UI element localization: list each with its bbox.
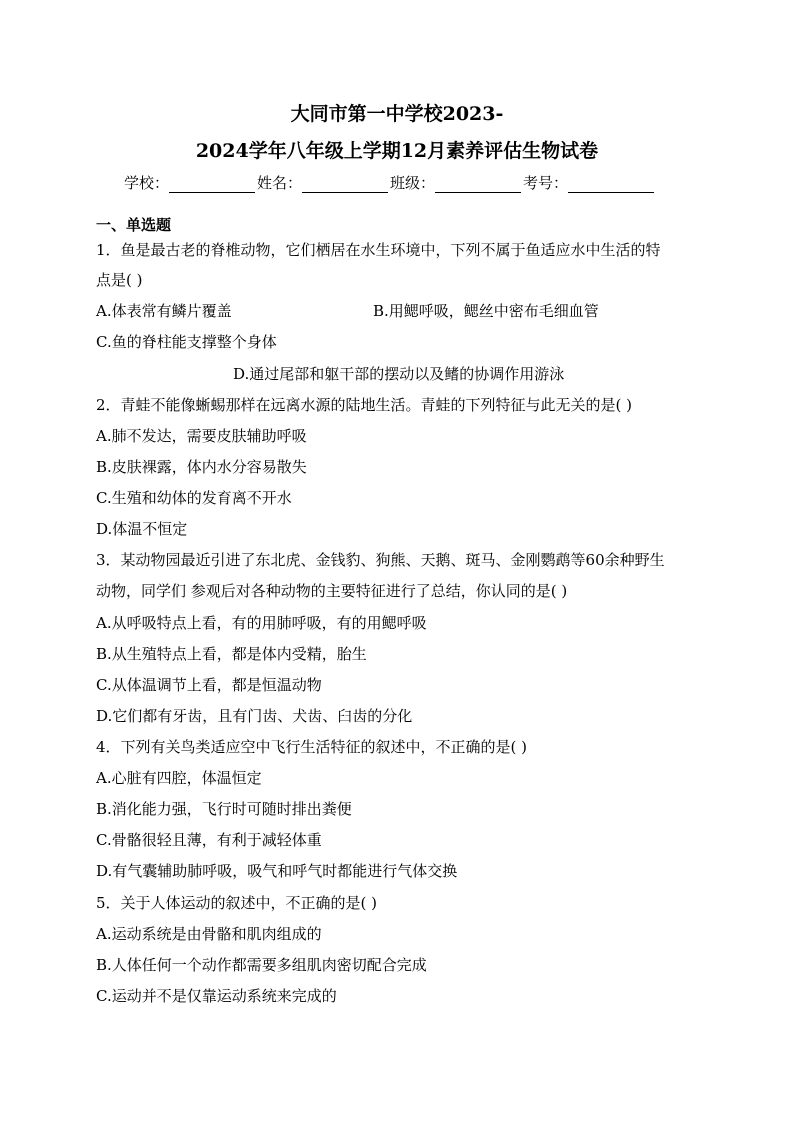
question-5-stem: 5．关于人体运动的叙述中，不正确的是( ) [96, 894, 378, 912]
school-label: 学校： [124, 174, 170, 192]
class-field [390, 173, 523, 193]
question-4-stem: 4．下列有关鸟类适应空中飞行生活特征的叙述中，不正确的是( ) [96, 738, 528, 756]
exam-number-field [523, 173, 656, 193]
question-1-option-a: A.体表常有鳞片覆盖 [96, 302, 232, 320]
question-3-option-b: B.从生殖特点上看，都是体内受精，胎生 [96, 645, 367, 663]
question-4-option-d: D.有气囊辅助肺呼吸，吸气和呼气时都能进行气体交换 [96, 862, 458, 880]
question-2-stem: 2．青蛙不能像蜥蜴那样在远离水源的陆地生活。青蛙的下列特征与此无关的是( ) [96, 396, 633, 414]
question-3-stem: 3．某动物园最近引进了东北虎、金钱豹、狗熊、天鹅、斑马、金刚鹦鹉等60余种野生 [96, 551, 665, 569]
question-1-option-c: C.鱼的脊柱能支撑整个身体 [96, 333, 277, 351]
question-1-option-d: D.通过尾部和躯干部的摆动以及鳍的协调作用游泳 [233, 365, 565, 383]
school-field [124, 173, 257, 193]
question-1-stem-cont: 点是( ) [96, 271, 143, 289]
question-1-stem: 1．鱼是最古老的脊椎动物，它们栖居在水生环境中，下列不属于鱼适应水中生活的特 [96, 241, 661, 259]
question-5-option-b: B.人体任何一个动作都需要多组肌肉密切配合完成 [96, 956, 427, 974]
section-heading: 一、单选题 [96, 216, 172, 234]
question-1-option-b: B.用鳃呼吸，鳃丝中密布毛细血管 [373, 302, 599, 320]
question-2-option-a: A.肺不发达，需要皮肤辅助呼吸 [96, 427, 307, 445]
question-4-option-c: C.骨骼很轻且薄，有利于减轻体重 [96, 831, 322, 849]
question-3-option-c: C.从体温调节上看，都是恒温动物 [96, 676, 322, 694]
exam-title-line2: 2024学年八年级上学期12月素养评估生物试卷 [195, 140, 599, 162]
question-3-option-d: D.它们都有牙齿，且有门齿、犬齿、臼齿的分化 [96, 707, 413, 725]
name-blank[interactable] [302, 175, 388, 193]
exam-title-line1: 大同市第一中学校2023- [290, 103, 504, 125]
question-4-option-a: A.心脏有四腔，体温恒定 [96, 769, 262, 787]
name-label: 姓名： [257, 174, 303, 192]
exam-number-label: 考号： [523, 174, 569, 192]
question-3-option-a: A.从呼吸特点上看，有的用肺呼吸，有的用鳃呼吸 [96, 614, 427, 632]
question-5-option-c: C.运动并不是仅靠运动系统来完成的 [96, 987, 337, 1005]
question-4-option-b: B.消化能力强，飞行时可随时排出粪便 [96, 800, 352, 818]
question-2-option-c: C.生殖和幼体的发育离不开水 [96, 489, 292, 507]
student-info-row [124, 171, 656, 193]
class-blank[interactable] [435, 175, 521, 193]
class-label: 班级： [390, 174, 436, 192]
question-2-option-b: B.皮肤裸露，体内水分容易散失 [96, 458, 307, 476]
school-blank[interactable] [169, 175, 255, 193]
question-5-option-a: A.运动系统是由骨骼和肌肉组成的 [96, 925, 322, 943]
exam-number-blank[interactable] [568, 175, 654, 193]
question-2-option-d: D.体温不恒定 [96, 520, 188, 538]
question-3-stem-cont: 动物，同学们 参观后对各种动物的主要特征进行了总结，你认同的是( ) [96, 582, 568, 600]
name-field [257, 173, 390, 193]
